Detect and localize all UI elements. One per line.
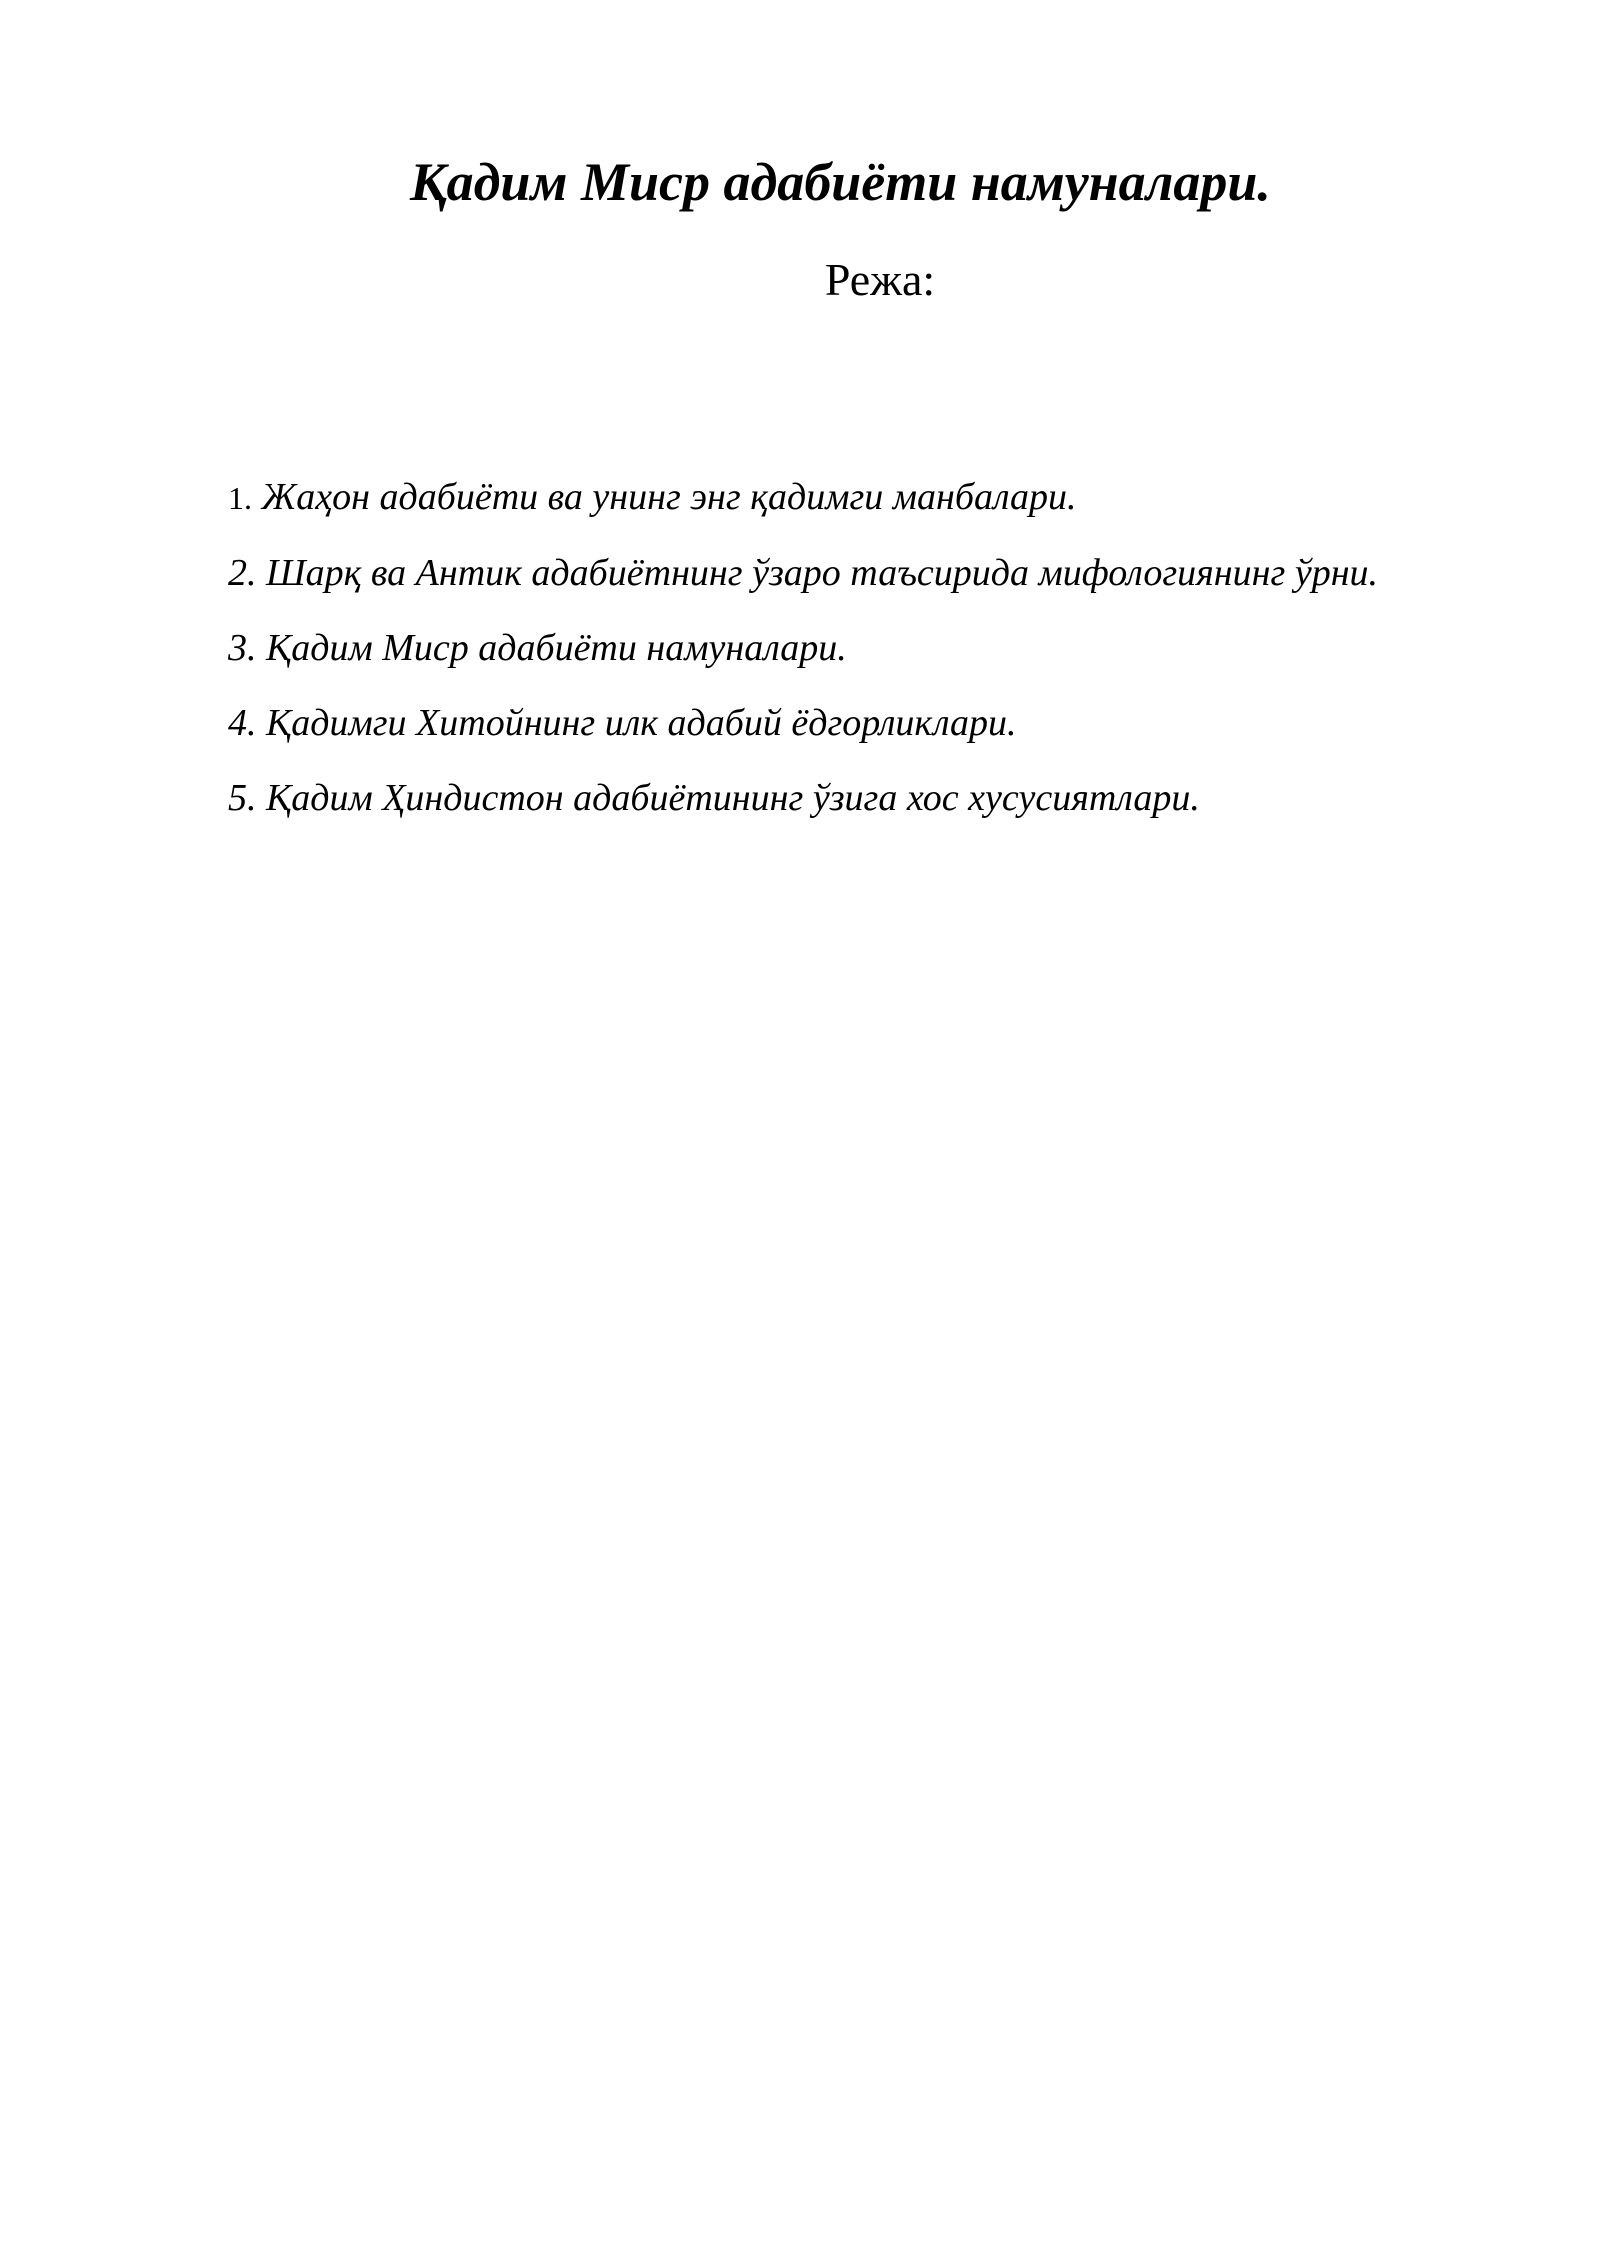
plan-item: [228, 761, 1458, 836]
plan-item-number: 1.: [228, 480, 252, 516]
plan-item-number: 4.: [228, 702, 257, 744]
plan-item: [228, 686, 1458, 761]
plan-list: [228, 460, 1458, 836]
plan-item-text: Қадимги Хитойнинг илк адабий ёдгорликлари.: [256, 702, 1017, 744]
plan-item-text: Қадим Ҳиндистон адабиётининг ўзига хос хусусиятлари.: [256, 777, 1200, 819]
plan-item-number: 5.: [228, 777, 257, 819]
document-title: Қадим Миср адабиёти намуналари.: [410, 152, 1271, 212]
plan-item-number: 2.: [228, 552, 257, 594]
plan-item-number: 3.: [228, 627, 257, 669]
plan-item: [228, 611, 1458, 686]
plan-item: [228, 460, 1458, 536]
plan-heading: Режа:: [824, 254, 936, 305]
plan-item-text: Шарқ ва Антик адабиётнинг ўзаро таъсирида мифологиянинг ўрни.: [256, 552, 1379, 594]
plan-item: [228, 536, 1458, 611]
plan-item-text: Жаҳон адабиёти ва унинг энг қадимги манбалари.: [252, 476, 1077, 518]
plan-item-text: Қадим Миср адабиёти намуналари.: [256, 627, 847, 669]
